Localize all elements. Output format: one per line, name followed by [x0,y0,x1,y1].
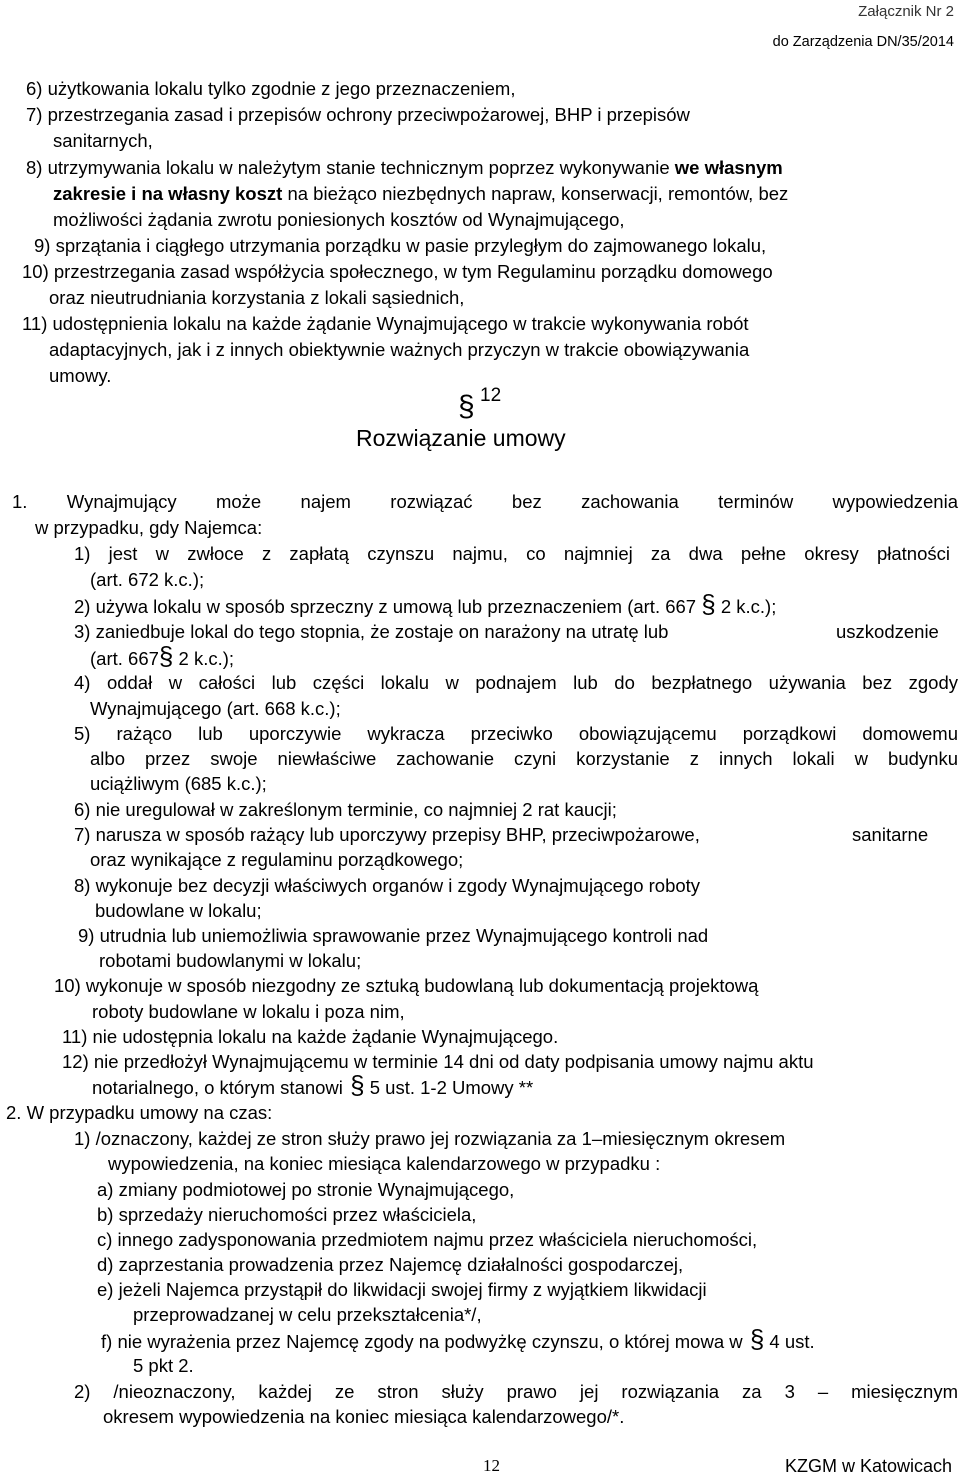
p1-item-3-cont: (art. 667§ 2 k.c.); [90,641,235,671]
section-number: 12 [480,385,502,406]
p2-letter-c: c) innego zadysponowania przedmiotem najmu przez właściciela nieruchomości, [97,1229,758,1250]
p1-item-5-cont-2: uciążliwym (685 k.c.); [90,773,267,794]
p1-item-10-cont: roboty budowlane w lokalu i poza nim, [92,1001,405,1022]
paragraph-icon: § [742,1324,765,1354]
p2-sub-2-cont: okresem wypowiedzenia na koniec miesiąca kalendarzowego/*. [103,1406,625,1427]
section-title: Rozwiązanie umowy [356,425,566,451]
p1-item-1: 1) jest w zwłoce z zapłatą czynszu najmu, co najmniej za dwa pełne okresy płatności [74,543,950,564]
item-7-cont: sanitarnych, [53,130,153,151]
p2-letter-e: e) jeżeli Najemca przystąpił do likwidacji swojej firmy z wyjątkiem likwidacji [97,1279,707,1300]
item-11-cont-2: umowy. [49,365,112,386]
p1-item-4-cont: Wynajmującego (art. 668 k.c.); [90,698,341,719]
para-1-intro-cont: w przypadku, gdy Najemca: [35,517,263,538]
p2-sub-2: 2) /nieoznaczony, każdej ze stron służy prawo jej rozwiązania za 3 – miesięcznym [74,1381,958,1402]
item-8-cont: zakresie i na własny koszt na bieżąco niezbędnych napraw, konserwacji, remontów, bez [53,183,789,204]
item-6: 6) użytkowania lokalu tylko zgodnie z jego przeznaczeniem, [26,78,516,99]
page-number: 12 [483,1456,500,1475]
item-11: 11) udostępnienia lokalu na każde żądanie Wynajmującego w trakcie wykonywania robót [22,313,749,334]
p2-letter-e-cont: przeprowadzanej w celu przekształcenia*/, [133,1304,482,1325]
p1-item-11: 11) nie udostępnia lokalu na każde żądanie Wynajmującego. [62,1026,559,1047]
p1-item-2: 2) używa lokalu w sposób sprzeczny z umową lub przeznaczeniem (art. 667 § 2 k.c.); [74,589,777,619]
p1-item-10: 10) wykonuje w sposób niezgodny ze sztuką budowlaną lub dokumentacją projektową [54,975,759,996]
p2-letter-f: f) nie wyrażenia przez Najemcę zgody na podwyżkę czynszu, o której mowa w § 4 ust. [101,1324,815,1354]
paragraph-icon: § [158,641,174,671]
footer-organization: KZGM w Katowicach [784,1456,952,1476]
p1-item-3: 3) zaniedbuje lokal do tego stopnia, że zostaje on narażony na utratę lub [74,621,669,642]
para-1-intro: 1. Wynajmujący może najem rozwiązać bez zachowania terminów wypowiedzenia [12,491,958,512]
p1-item-4: 4) oddał w całości lub części lokalu w podnajem lub do bezpłatnego używania bez zgody [74,672,958,693]
p2-letter-b: b) sprzedaży nieruchomości przez właściciela, [97,1204,477,1225]
item-7: 7) przestrzegania zasad i przepisów ochrony przeciwpożarowej, BHP i przepisów [26,104,690,125]
p2-letter-a: a) zmiany podmiotowej po stronie Wynajmującego, [97,1179,515,1200]
header-attachment-number: Załącznik Nr 2 [858,3,954,20]
item-8: 8) utrzymywania lokalu w należytym stanie technicznym poprzez wykonywanie we własnym [26,157,783,178]
p2-sub-1: 1) /oznaczony, każdej ze stron służy prawo jej rozwiązania za 1–miesięcznym okresem [74,1128,786,1149]
p1-item-12-cont: notarialnego, o którym stanowi § 5 ust. 1-2 Umowy ** [92,1070,534,1100]
p2-letter-f-cont: 5 pkt 2. [133,1355,194,1376]
p2-letter-d: d) zaprzestania prowadzenia przez Najemcę działalności gospodarczej, [97,1254,684,1275]
p1-item-5-cont: albo przez swoje niewłaściwe zachowanie czyni korzystanie z innych lokali w budynku [90,748,958,769]
p1-item-6: 6) nie uregulował w zakreślonym terminie, co najmniej 2 rat kaucji; [74,799,617,820]
section-mark [458,390,475,424]
item-11-cont: adaptacyjnych, jak i z innych obiektywnie ważnych przyczyn w trakcie obowiązywania [49,339,750,360]
p2-sub-1-cont: wypowiedzenia, na koniec miesiąca kalendarzowego w przypadku : [108,1153,661,1174]
paragraph-icon: § [342,1070,365,1100]
p1-item-7-end: sanitarne [852,824,929,845]
item-10-cont: oraz nieutrudniania korzystania z lokali sąsiednich, [49,287,465,308]
p1-item-7-cont: oraz wynikające z regulaminu porządkowego; [90,849,464,870]
paragraph-icon: § [701,589,716,619]
p1-item-7: 7) narusza w sposób rażący lub uporczywy przepisy BHP, przeciwpożarowe, [74,824,700,845]
p1-item-8-cont: budowlane w lokalu; [95,900,262,921]
p1-item-5: 5) rażąco lub uporczywie wykracza przeciwko obowiązującemu porządkowi domowemu [74,723,958,744]
item-10: 10) przestrzegania zasad współżycia społecznego, w tym Regulaminu porządku domowego [22,261,773,282]
p1-item-8: 8) wykonuje bez decyzji właściwych organów i zgody Wynajmującego roboty [74,875,701,896]
item-8-cont-2: możliwości żądania zwrotu poniesionych kosztów od Wynajmującego, [53,209,625,230]
p1-item-12: 12) nie przedłożył Wynajmującemu w terminie 14 dni od daty podpisania umowy najmu aktu [62,1051,814,1072]
p1-item-9: 9) utrudnia lub uniemożliwia sprawowanie przez Wynajmującego kontroli nad [78,925,709,946]
p1-item-1-cont: (art. 672 k.c.); [90,569,205,590]
para-2-intro: 2. W przypadku umowy na czas: [6,1102,273,1123]
p1-item-9-cont: robotami budowlanymi w lokalu; [99,950,362,971]
paragraph-icon: § [458,390,475,423]
header-decree-reference: do Zarządzenia DN/35/2014 [772,34,954,50]
item-9: 9) sprzątania i ciągłego utrzymania porządku w pasie przyległym do zajmowanego lokalu, [34,235,767,256]
p1-item-3-end: uszkodzenie [836,621,939,642]
